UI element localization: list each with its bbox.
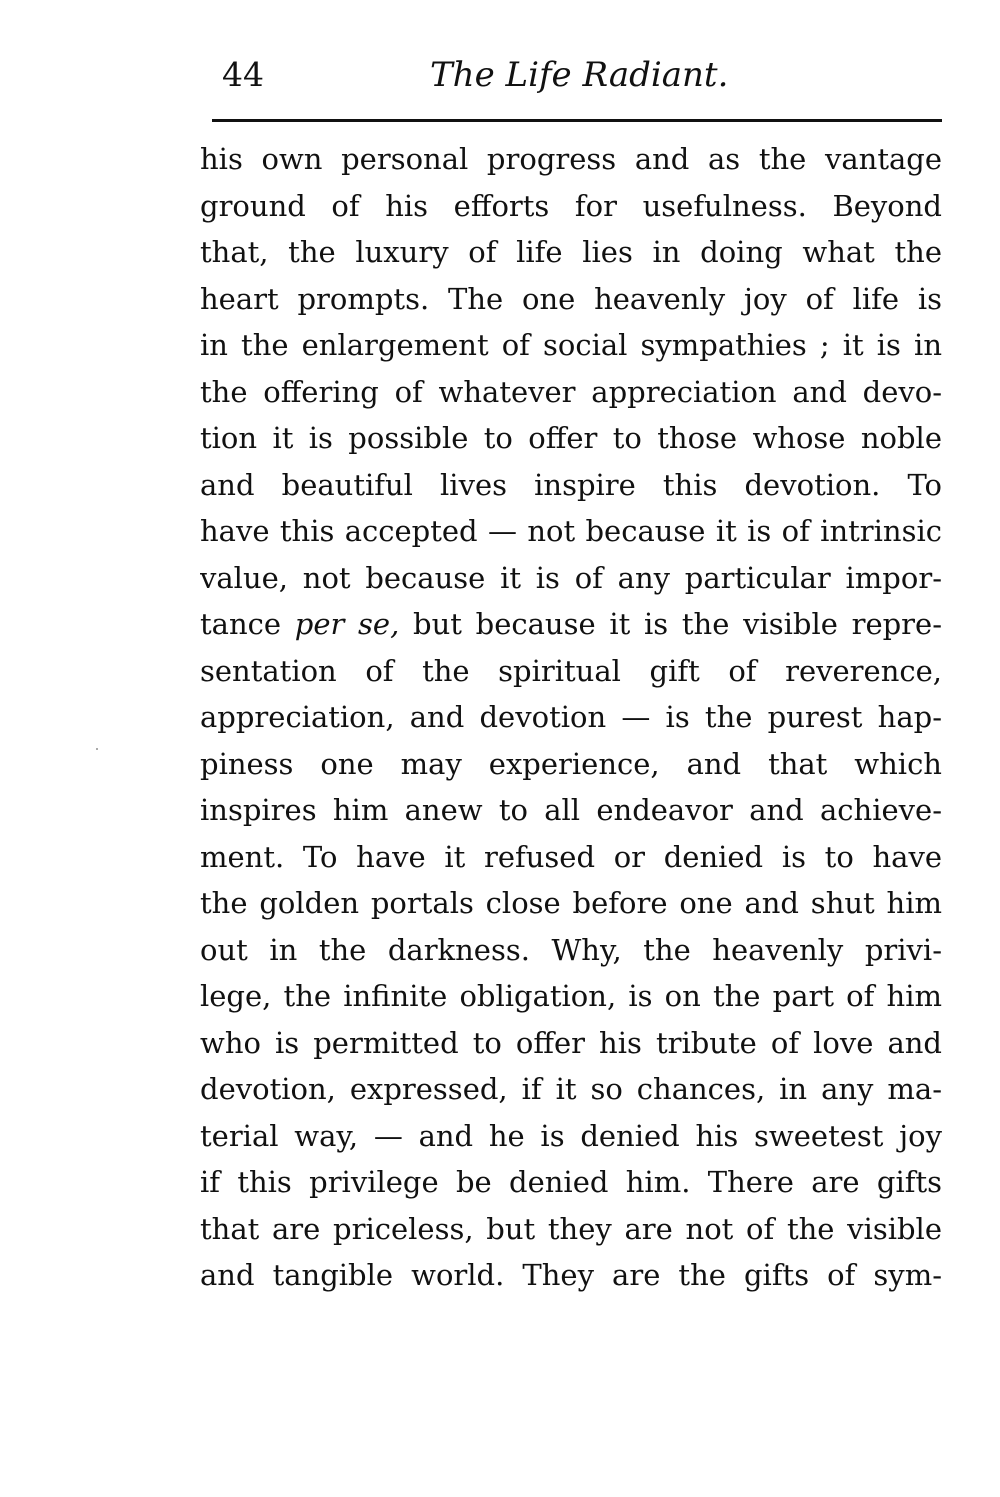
text-line-with-italic (200, 601, 942, 648)
text-line: piness one may experience, and that which (200, 746, 942, 781)
text-line: his own personal progress and as the vantage (200, 142, 942, 176)
text-line: terial way, — and he is denied his sweetest joy (200, 1118, 942, 1153)
text-line: appreciation, and devotion — is the purest hap- (200, 700, 942, 734)
text-line: and tangible world. They are the gifts of sym- (200, 1258, 942, 1292)
text-line: who is permitted to offer his tribute of love and (200, 1025, 942, 1060)
text-line: tion it is possible to offer to those whose noble (200, 421, 942, 455)
text-line: inspires him anew to all endeavor and achieve- (200, 793, 942, 827)
text-line: and beautiful lives inspire this devotion. To (200, 467, 942, 502)
text-line: ground of his efforts for usefulness. Beyond (200, 188, 942, 223)
text-line: the offering of whatever appreciation and devo- (200, 374, 942, 409)
header-rule (212, 119, 942, 122)
text-line: that, the luxury of life lies in doing what the (200, 235, 942, 269)
text-line: if this privilege be denied him. There are gifts (200, 1165, 942, 1199)
page-header (0, 0, 1000, 120)
text-line: heart prompts. The one heavenly joy of life is (200, 281, 942, 316)
text-line: devotion, expressed, if it so chances, in any ma- (200, 1072, 942, 1106)
text-line: the golden portals close before one and shut him (200, 886, 942, 920)
body-text (200, 136, 942, 1299)
running-title: The Life Radiant. (430, 55, 729, 95)
text-line: in the enlargement of social sympathies ; it is in (200, 328, 942, 362)
text-line: out in the darkness. Why, the heavenly privi- (200, 932, 942, 967)
text-fragment: tance (200, 607, 282, 641)
text-fragment: but because it is the visible repre- (413, 607, 942, 641)
text-line: that are priceless, but they are not of the visible (200, 1211, 942, 1246)
text-line: lege, the infinite obligation, is on the part of him (200, 979, 942, 1013)
text-line: ment. To have it refused or denied is to have (200, 839, 942, 874)
page-speck (96, 748, 98, 750)
italic-phrase: per se, (294, 607, 400, 641)
text-line: sentation of the spiritual gift of reverence, (200, 653, 942, 688)
text-line: value, not because it is of any particular impor- (200, 560, 942, 595)
text-line: have this accepted — not because it is of intrinsic (200, 514, 942, 548)
page-number: 44 (222, 55, 264, 94)
